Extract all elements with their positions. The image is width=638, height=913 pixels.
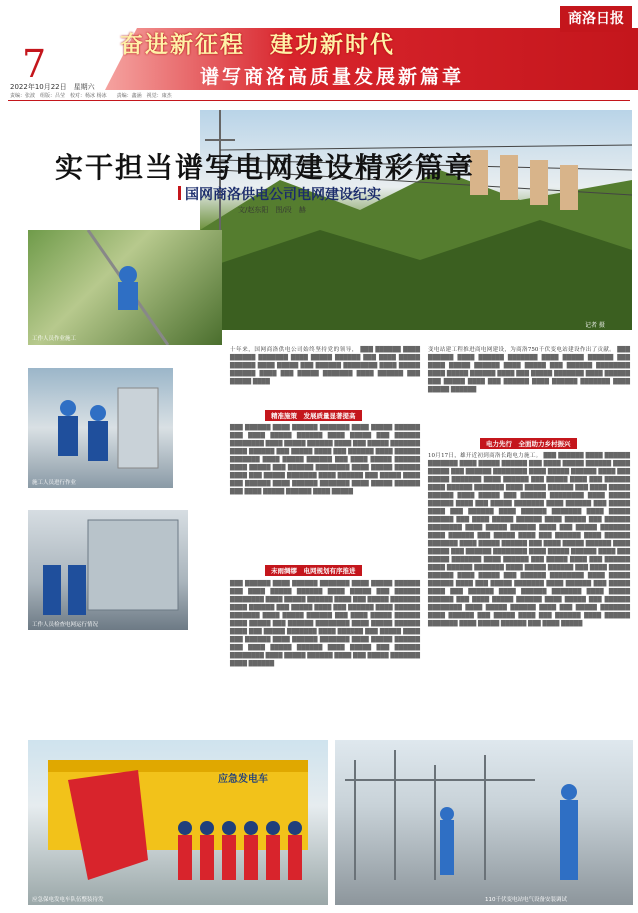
caption-climber: 工作人员作业施工 (32, 336, 132, 342)
article-byline: 文/赵东阳 图/段 赫 (238, 206, 306, 214)
masthead-slogan-top: 奋进新征程 建功新时代 (120, 32, 395, 58)
newspaper-logo: 商洛日报 (560, 6, 632, 32)
section-heading-2: 未雨绸缪 电网规划有序推进 (265, 565, 362, 576)
masthead-slogan-bottom: 谱写商洛高质量发展新篇章 (200, 66, 465, 88)
article-column-2-body-2: ███ ██████ ████ ██████ ███████ ████ █████ ██████ ███ ████ █████ ██████ ████ █████ ███ ██████ ████████ ████ █████ ██████ ████ ███ █████ ███████ ████ ██████ ███ █████ ████ ███ ██████ ████ ██████ ███████ ████ █████ ██████ ███ ████ █████ ██████ ████ █████ ███ ██████ ████████ ████ █████ ██████ ████ ███ █████ ███████ ████ ██████ ███ █████ ████ ███ ██████ ████ ██████ ███████ ████ █████ ██████ ███ ████ █████ ██████ ████ █████ ███ ██████ ████████ ████ █████ ██████ ████ ███ █████ ███████ ████ ██████ (230, 581, 420, 667)
section-heading-3: 电力先行 全面助力乡村振兴 (480, 438, 577, 449)
climber-illustration (28, 230, 222, 345)
caption-truck: 应急保电发电车队伍整装待发 (32, 897, 104, 903)
article-column-2-intro: 十年来，国网商洛供电公司始终坚持党的领导， ███ ██████ ████ ██████ ███████ ████ █████ ██████ ███ ████ █████ ██████ ████ █████ ███ ██████ ████████ ████ █████ ██████ ████ ███ █████ ███████ ████ ██████ ███ █████ ████ (230, 347, 420, 385)
photo-workers-panel (28, 368, 173, 488)
section-heading-1: 精准施策 发展质量显著提高 (265, 410, 362, 421)
page-number: 7 (22, 42, 47, 86)
photo-substation (335, 740, 633, 905)
photo-control-room (28, 510, 188, 630)
workers-illustration (28, 368, 173, 488)
article-column-3-intro: 变电站建工程推进商电网建设，为商洛750千伏变电站建设作出了贡献。 ███ ██████ ████ ██████ ███████ ████ █████ ██████ ███ ████ █████ ██████ ████ █████ ███ ██████ ████████ ████ █████ ██████ ████ ███ █████ ███████ ████ ██████ ███ █████ ████ ███ ██████ ████ ██████ ███████ ████ █████ ██████ (428, 347, 630, 393)
photo-tower-climber (28, 230, 222, 345)
photo-credit: 记者 摄 (585, 322, 605, 329)
caption-control-room: 工作人员检查电网运行情况 (32, 622, 99, 628)
issue-date: 2022年10月22日 星期六 (10, 83, 95, 91)
control-room-illustration (28, 510, 188, 630)
photo-emergency-truck (28, 740, 328, 905)
caption-workers: 施工人员进行作业 (32, 480, 110, 486)
article-column-2-body-1: ███ ██████ ████ ██████ ███████ ████ █████ ██████ ███ ████ █████ ██████ ████ █████ ███ ██████ ████████ ████ █████ ██████ ████ ███ █████ ███████ ████ ██████ ███ █████ ████ ███ ██████ ████ ██████ ███████ ████ █████ ██████ ███ ████ █████ ██████ ████ █████ ███ ██████ ████████ ████ █████ ██████ ████ ███ █████ ███████ ████ ██████ ███ █████ ████ ███ ██████ ████ ██████ ███████ ████ █████ ██████ ███ ████ █████ ██████ ████ █████ (230, 425, 420, 495)
photo-mountain-power-lines (200, 110, 632, 330)
article-subtitle: 国网商洛供电公司电网建设纪实 (185, 187, 381, 203)
subtitle-accent-bar (178, 186, 181, 200)
article-title: 实干担当谱写电网建设精彩篇章 (55, 151, 476, 184)
substation-illustration (335, 740, 633, 905)
truck-illustration (28, 740, 328, 905)
power-tower-illustration (200, 110, 632, 330)
truck-side-label: 应急发电车 (218, 774, 268, 785)
article-column-3-body: 10月17日，雄开近初到商洛长跑电力施工。 ███ ██████ ████ ██████ ███████ ████ █████ ██████ ███ ████ █████ ██████ ████ █████ ███ ██████ ████████ ████ █████ ██████ ████ ███ █████ ███████ ████ ██████ ███ █████ ████ ███ ██████ ████ ██████ ███████ ████ █████ ██████ ███ ████ █████ ██████ ████ █████ ███ ██████ ████████ ████ █████ ██████ ████ ███ █████ ███████ ████ ██████ ███ █████ ████ ███ ██████ ████ ██████ ███████ ████ █████ ██████ ███ ████ █████ ██████ ████ █████ ███ ██████ ████████ ████ █████ ██████ ████ ███ █████ ███████ ████ ██████ ███ █████ ████ ███ ██████ ████ ██████ ███████ ████ █████ ██████ ███ ████ █████ ██████ ████ █████ ███ ██████ ████████ ████ █████ ██████ ████ ███ █████ ███████ ████ ██████ ███ █████ ████ ███ ██████ ████ ██████ ███████ ████ █████ ██████ ███ ████ █████ ██████ ████ █████ ███ ██████ ████████ ████ █████ ██████ ████ ███ █████ ███████ ████ ██████ ███ █████ ████ ███ ██████ ████ ██████ ███████ ████ █████ ██████ ███ ████ █████ ██████ ████ █████ ███ ██████ ████████ ████ █████ ██████ ████ ███ █████ ███████ ████ ██████ ███ █████ ████ ███ ██████ ████ ██████ ███████ ████ █████ ██████ ███ ████ █████ (428, 453, 630, 627)
header-divider (8, 100, 630, 101)
caption-substation: 110千伏变电站电气设备安装调试 (485, 897, 567, 903)
editor-credits: 责编：张波 组版：吕莹 校对：杨冰 杨冰 责编：鑫涵 视觉：康杰 (10, 93, 172, 99)
